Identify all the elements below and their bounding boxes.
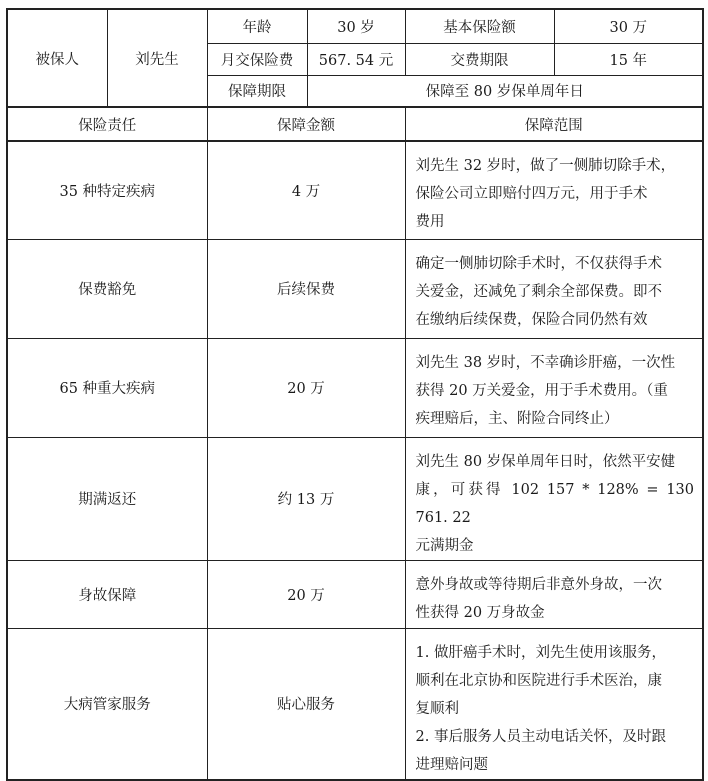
coverage-period-label: 保障期限 — [207, 75, 307, 107]
base-amount-value: 30 万 — [554, 9, 703, 43]
coverage-row — [7, 628, 703, 780]
scope-cell — [405, 239, 703, 338]
responsibility-cell: 保费豁免 — [7, 239, 207, 338]
scope-line: 费用 — [415, 214, 445, 230]
scope-line: 确定一侧肺切除手术时，不仅获得手术 — [415, 255, 662, 272]
responsibility-cell: 期满返还 — [7, 437, 207, 560]
scope-line: 获得 20 万关爱金，用于手术费用。（重 — [415, 382, 668, 399]
coverage-row — [7, 338, 703, 437]
header-amount: 保障金额 — [207, 107, 405, 141]
amount-cell: 约 13 万 — [207, 437, 405, 560]
monthly-premium-label: 月交保险费 — [207, 43, 307, 75]
coverage-row — [7, 141, 703, 239]
payment-period-value: 15 年 — [554, 43, 703, 75]
responsibility-cell: 35 种特定疾病 — [7, 141, 207, 239]
scope-cell — [405, 437, 703, 560]
scope-line: 保险公司立即赔付四万元，用于手术 — [415, 186, 648, 202]
insured-label: 被保人 — [7, 9, 107, 107]
scope-line: 关爱金，还减免了剩余全部保费。即不 — [415, 283, 662, 300]
scope-cell — [405, 338, 703, 437]
age-value: 30 岁 — [307, 9, 405, 43]
scope-line: 性获得 20 万身故金 — [415, 604, 545, 621]
coverage-row — [7, 560, 703, 628]
monthly-premium-value: 567. 54 元 — [307, 43, 405, 75]
scope-cell — [405, 560, 703, 628]
amount-cell: 贴心服务 — [207, 628, 405, 780]
insured-row-1 — [7, 9, 703, 43]
coverage-row — [7, 239, 703, 338]
scope-cell — [405, 141, 703, 239]
scope-line: 2. 事后服务人员主动电话关怀，及时跟 — [415, 728, 666, 745]
header-responsibility: 保险责任 — [7, 107, 207, 141]
header-scope: 保障范围 — [405, 107, 703, 141]
insurance-plan-table — [6, 8, 704, 781]
insured-name: 刘先生 — [107, 9, 207, 107]
responsibility-cell: 大病管家服务 — [7, 628, 207, 780]
amount-cell: 4 万 — [207, 141, 405, 239]
header-row — [7, 107, 703, 141]
amount-cell: 20 万 — [207, 338, 405, 437]
scope-line: 康，可获得 102 157 * 128% = 130 761. 22 — [415, 481, 694, 526]
scope-line: 顺利在北京协和医院进行手术医治，康 — [415, 672, 662, 689]
scope-line: 1. 做肝癌手术时，刘先生使用该服务， — [415, 644, 666, 661]
amount-cell: 20 万 — [207, 560, 405, 628]
scope-cell — [405, 628, 703, 780]
scope-line: 进理赔问题 — [415, 756, 488, 773]
responsibility-cell: 65 种重大疾病 — [7, 338, 207, 437]
base-amount-label: 基本保险额 — [405, 9, 554, 43]
scope-line: 元满期金 — [415, 537, 474, 554]
coverage-row — [7, 437, 703, 560]
payment-period-label: 交费期限 — [405, 43, 554, 75]
coverage-period-value: 保障至 80 岁保单周年日 — [307, 75, 703, 107]
scope-line: 刘先生 38 岁时，不幸确诊肝癌，一次性 — [415, 354, 676, 371]
scope-line: 疾理赔后，主、附险合同终止） — [415, 410, 619, 427]
amount-cell: 后续保费 — [207, 239, 405, 338]
scope-line: 刘先生 80 岁保单周年日时，依然平安健 — [415, 453, 676, 470]
scope-line: 刘先生 32 岁时，做了一侧肺切除手术， — [415, 158, 676, 174]
scope-line: 在缴纳后续保费，保险合同仍然有效 — [415, 311, 648, 328]
responsibility-cell: 身故保障 — [7, 560, 207, 628]
scope-line: 复顺利 — [415, 700, 459, 717]
scope-line: 意外身故或等待期后非意外身故，一次 — [415, 576, 662, 593]
age-label: 年龄 — [207, 9, 307, 43]
